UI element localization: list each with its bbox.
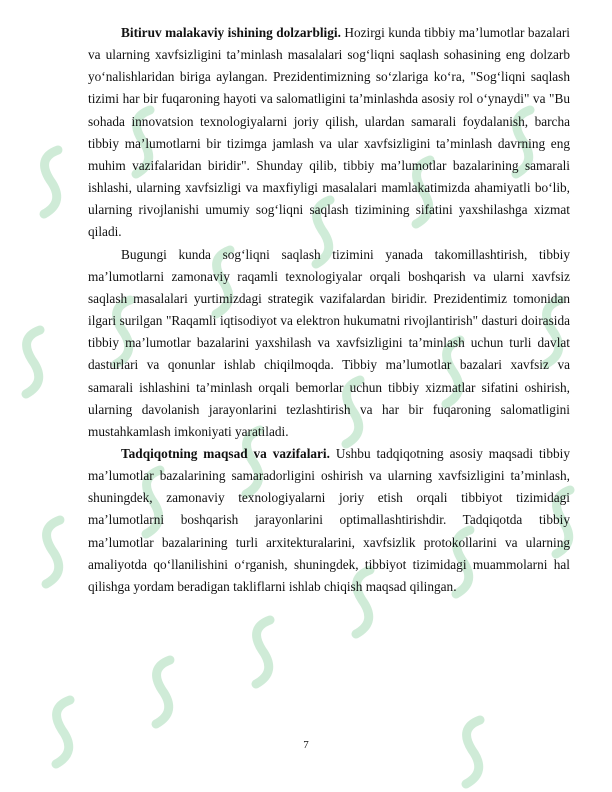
watermark-glyph (156, 660, 170, 724)
watermark-glyph (26, 330, 40, 394)
paragraph-goals (88, 443, 570, 598)
watermark-glyph (44, 150, 58, 214)
paragraph-heading: Bitiruv malakaviy ishining dolzarbligi. (121, 25, 341, 40)
paragraph-text: Ushbu tadqiqotning asosiy maqsadi tibbiy ma’lumotlar bazalarining samaradorligini oshirish va ularning xavfsizligini ta’minlash, shuningdek, zamonaviy texnologiyalarni joriy etish orqali tibbiyot tizimidagi ma’lumotlarni boshqarish jarayonlarini optimallashtirishdir. Tadqiqotda tibbiy ma’lumotlar bazalarining turli arxitekturalarini, xavfsizlik protokollarini va ularning amaliyotda qo‘llanilishini o‘rganish, shuningdek, tibbiyot tizimidagi muammolarni hal qilishga yordam beradigan takliflarni ishlab chiqish maqsad qilingan. (88, 445, 570, 594)
watermark-glyph (46, 520, 60, 584)
paragraph-text: Hozirgi kunda tibbiy ma’lumotlar bazalari va ularning xavfsizligini ta’minlash masalalari sog‘liqni saqlash sohasining eng dolzarb yo‘nalishlaridan biriga aylangan. Prezidentimizning so‘zlariga ko‘ra, "Sog‘liqni saqlash tizimi har bir fuqaroning hayoti va salomatligini ta’minlashda asosiy rol o‘ynaydi" va "Bu sohada innovatsion texnologiyalarni joriy qilish, ulardan samarali foydalanish, barcha tibbiy ma’lumotlarni bir tizimga jamlash va ular xavfsizligini ta’minlash davrning eng muhim vazifalaridan biridir". Shunday qilib, tibbiy ma’lumotlar bazalarining samarali ishlashi, ularning xavfsizligi va maxfiyligi masalalari mamlakatimizda ahamiyatli bo‘lib, ularning rivojlanishi umumiy sog‘liqni saqlash tizimining sifatini yaxshilashga xizmat qiladi. (88, 25, 570, 240)
page-body (88, 22, 570, 598)
watermark-glyph (466, 720, 480, 784)
watermark-glyph (56, 700, 70, 764)
paragraph-text: Bugungi kunda sog‘liqni saqlash tizimini yanada takomillashtirish, tibbiy ma’lumotlarni zamonaviy raqamli texnologiyalar orqali boshqarish va ularni xavfsiz saqlash masalalari yurtimizdagi strategik vazifalardan biridir. Prezidentimiz tomonidan ilgari surilgan "Raqamli iqtisodiyot va elektron hukumatni rivojlantirish" dasturi doirasida tibbiy ma’lumotlar bazalarini yaxshilash va xavfsizligini ta’minlash uchun turli davlat dasturlari va qonunlar ishlab chiqilmoqda. Tibbiy ma’lumotlar bazalari xavfsiz va samarali ishlashini ta’minlash orqali bemorlar uchun tibbiy xizmatlar sifatini oshirish, ularning davolanish jarayonlarini tezlashtirish va har bir fuqaroning salomatligini mustahkamlash imkoniyati yaratiladi. (88, 246, 570, 439)
watermark-glyph (256, 620, 270, 684)
paragraph-relevance (88, 22, 570, 244)
paragraph-heading: Tadqiqotning maqsad va vazifalari. (121, 445, 330, 461)
paragraph-digital-strategy (88, 244, 570, 443)
page-number: 7 (303, 739, 309, 751)
